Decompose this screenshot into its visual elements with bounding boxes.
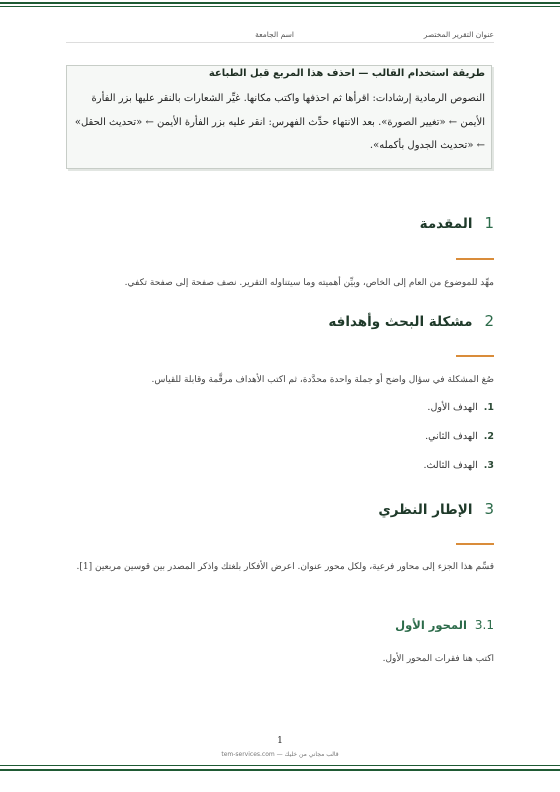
- section-heading-theoretical-framework: [378, 500, 494, 518]
- list-item: [423, 427, 494, 456]
- subsection-title: المحور الأول: [395, 618, 467, 632]
- section-heading-introduction: [420, 214, 494, 232]
- goals-list: [423, 398, 494, 485]
- section-accent-rule: [456, 258, 494, 260]
- instructions-body: النصوص الرمادية إرشادات: اقرأها ثم احذفها واكتب مكانها. غيِّر الشعارات بالنقر عليها بزر الفأرة الأيمن ← «تغيير الصورة». بعد الانتهاء حدِّث الفهرس: انقر عليه بزر الفأرة الأيمن ← «تحديث الحقل» ← «تحديث الجدول بأكمله».: [74, 93, 485, 151]
- section-number: 1: [484, 214, 494, 232]
- subsection-number: 3.1: [474, 618, 494, 632]
- subsection-heading-first-axis: [395, 618, 494, 632]
- list-item-number: 2.: [483, 431, 494, 442]
- section-paragraph: مهِّد للموضوع من العام إلى الخاص، وبيِّن أهميته وما سيتناوله التقرير. نصف صفحة إلى صفحة تكفي.: [124, 278, 494, 288]
- instructions-box: [66, 65, 492, 169]
- page-number: 1: [277, 736, 283, 746]
- list-item-number: 1.: [483, 402, 494, 413]
- bottom-border-thin-line: [0, 765, 560, 766]
- list-item-text: الهدف الثالث.: [423, 460, 478, 471]
- section-title: المقدمة: [419, 216, 473, 232]
- subsection-paragraph: اكتب هنا فقرات المحور الأول.: [382, 654, 494, 664]
- section-title: مشكلة البحث وأهدافه: [328, 314, 473, 330]
- list-item-number: 3.: [483, 460, 494, 471]
- footer-credit: قالب مجاني من خليك — tem-services.com: [221, 751, 339, 758]
- header-report-title: عنوان التقرير المختصر: [423, 30, 494, 39]
- section-number: 2: [484, 312, 494, 330]
- section-heading-problem-and-goals: [328, 312, 494, 330]
- list-item-text: الهدف الثاني.: [425, 431, 478, 442]
- header-university-name: اسم الجامعة: [255, 30, 294, 39]
- section-accent-rule: [456, 543, 494, 545]
- section-paragraph: قسِّم هذا الجزء إلى محاور فرعية، ولكل محور عنوان. اعرض الأفكار بلغتك واذكر المصدر بين قوسين مربعين [1].: [76, 562, 494, 572]
- section-accent-rule: [456, 355, 494, 357]
- section-number: 3: [484, 500, 494, 518]
- list-item: [423, 456, 494, 485]
- section-title: الإطار النظري: [378, 502, 473, 518]
- bottom-border-line: [0, 769, 560, 771]
- running-header: [66, 28, 494, 43]
- top-border-line: [0, 2, 560, 4]
- list-item: [423, 398, 494, 427]
- list-item-text: الهدف الأول.: [427, 402, 478, 413]
- top-border-thin-line: [0, 6, 560, 7]
- section-paragraph: صُغ المشكلة في سؤال واضح أو جملة واحدة محدَّدة، ثم اكتب الأهداف مرقَّمة وقابلة للقياس.: [151, 375, 494, 385]
- instructions-title: طريقة استخدام القالب — احذف هذا المربع قبل الطباعة: [208, 68, 485, 79]
